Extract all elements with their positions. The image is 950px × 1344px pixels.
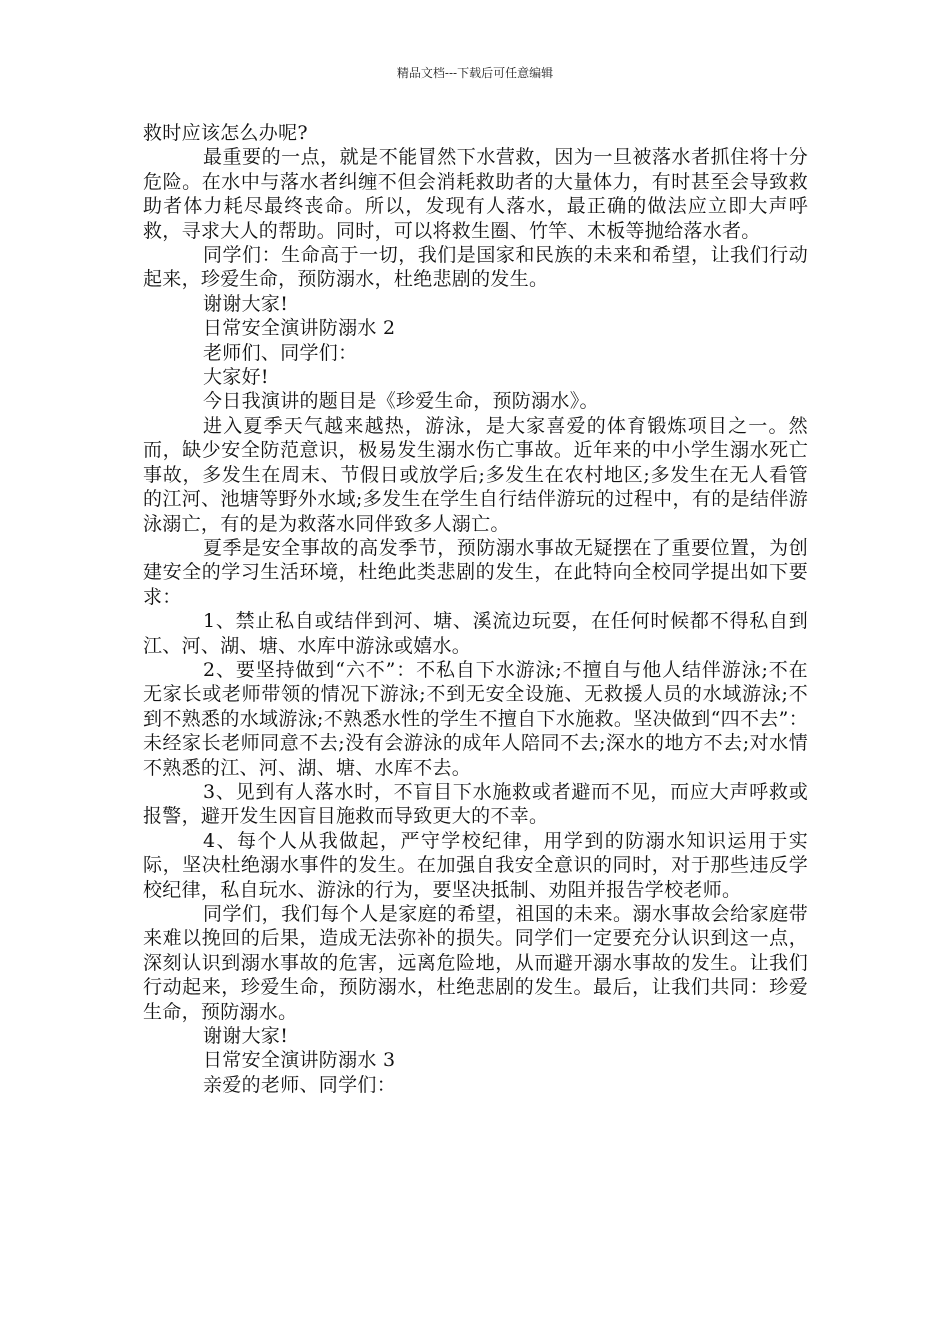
paragraph: 谢谢大家! xyxy=(203,1025,289,1048)
paragraph: 同学们：生命高于一切，我们是国家和民族的未来和希望，让我们行动起来，珍爱生命，预防溺水，杜绝悲剧的发生。 xyxy=(143,244,808,291)
paragraph: 大家好! xyxy=(203,366,269,389)
paragraph: 日常安全演讲防溺水 3 xyxy=(203,1049,396,1072)
paragraph: 日常安全演讲防溺水 2 xyxy=(203,317,396,340)
paragraph: 1、禁止私自或结伴到河、塘、溪流边玩耍，在任何时候都不得私自到江、河、湖、塘、水库中游泳或嬉水。 xyxy=(143,610,808,657)
paragraph: 进入夏季天气越来越热，游泳，是大家喜爱的体育锻炼项目之一。然而，缺少安全防范意识，极易发生溺水伤亡事故。近年来的中小学生溺水死亡事故，多发生在周末、节假日或放学后;多发生在农村地区;多发生在无人看管的江河、池塘等野外水域;多发生在学生自行结伴游玩的过程中，有的是结伴游泳溺亡，有的是为救落水同伴致多人溺亡。 xyxy=(143,414,808,535)
paragraph: 3、见到有人落水时，不盲目下水施救或者避而不见，而应大声呼救或报警，避开发生因盲目施救而导致更大的不幸。 xyxy=(143,780,808,828)
paragraph: 老师们、同学们： xyxy=(203,341,358,364)
paragraph: 2、要坚持做到“六不”：不私自下水游泳;不擅自与他人结伴游泳;不在无家长或老师带领的情况下游泳;不到无安全设施、无救援人员的水域游泳;不到不熟悉的水域游泳;不熟悉水性的学生不擅自下水施救。坚决做到“四不去”：未经家长老师同意不去;没有会游泳的成年人陪同不去;深水的地方不去;对水情不熟悉的江、河、湖、塘、水库不去。 xyxy=(143,658,808,779)
paragraph: 4、每个人从我做起，严守学校纪律，用学到的防溺水知识运用于实际，坚决杜绝溺水事件的发生。在加强自我安全意识的同时，对于那些违反学校纪律，私自玩水、游泳的行为，要坚决抵制、劝阻并报告学校老师。 xyxy=(143,829,808,901)
paragraph: 谢谢大家! xyxy=(203,292,289,315)
paragraph: 今日我演讲的题目是《珍爱生命，预防溺水》。 xyxy=(203,390,599,413)
paragraph: 同学们，我们每个人是家庭的希望，祖国的未来。溺水事故会给家庭带来难以挽回的后果，造成无法弥补的损失。同学们一定要充分认识到这一点，深刻认识到溺水事故的危害，远离危险地，从而避开溺水事故的发生。让我们行动起来，珍爱生命，预防溺水，杜绝悲剧的发生。最后，让我们共同：珍爱生命，预防溺水。 xyxy=(143,903,808,1023)
paragraph: 亲爱的老师、同学们： xyxy=(203,1073,397,1096)
page-header: 精品文档---下载后可任意编辑 xyxy=(396,66,554,80)
paragraph: 救时应该怎么办呢? xyxy=(143,122,308,144)
paragraph: 夏季是安全事故的高发季节，预防溺水事故无疑摆在了重要位置，为创建安全的学习生活环境，杜绝此类悲剧的发生，在此特向全校同学提出如下要求： xyxy=(143,536,808,608)
document-body xyxy=(143,121,808,1097)
paragraph: 最重要的一点，就是不能冒然下水营救，因为一旦被落水者抓住将十分危险。在水中与落水者纠缠不但会消耗救助者的大量体力，有时甚至会导致救助者体力耗尽最终丧命。所以，发现有人落水，最正确的做法应立即大声呼救，寻求大人的帮助。同时，可以将救生圈、竹竿、木板等抛给落水者。 xyxy=(143,146,808,242)
